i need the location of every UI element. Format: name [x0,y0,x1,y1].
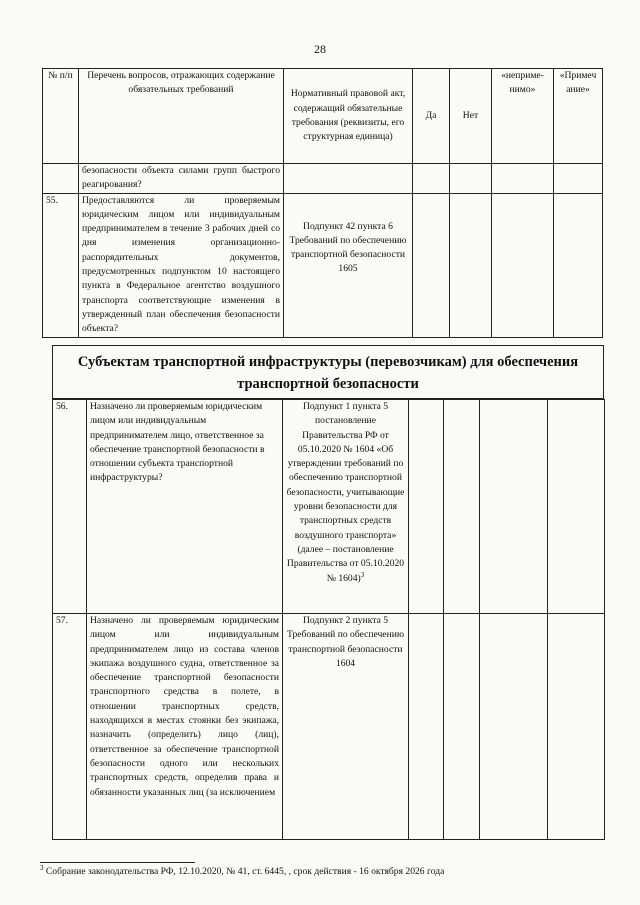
row-question: Предоставляются ли проверяемым юридическим лицом или индивидуальным предпринимателем в течение 3 рабочих дней со дня изменения организационно-распорядительных документов, предусмотренных подпунктом 10 настоящего пункта в Федеральное агентство воздушного транспорта соответствующие изменения в утвержденный план обеспечения безопасности объекта? [79,193,284,337]
row-number: 56. [53,400,87,614]
header-no: Нет [450,69,492,164]
footnote-mark: 3 [40,863,44,872]
table-row [43,164,603,194]
row-question: Назначено ли проверяемым юридическим лицом или индивидуальным предпринимателем лицо, ответственное за обеспечение транспортной безопасности в отношении субъекта транспортной инфраструктуры? [87,400,283,614]
row-number: 55. [43,193,79,337]
footnote-text: Собрание законодательства РФ, 12.10.2020, № 41, ст. 6445, , срок действия - 16 октября 2026 года [45,866,445,877]
row-normative: Подпункт 42 пункта 6 Требований по обеспечению транспортной безопасности 1605 [284,193,413,337]
header-note: «Примеч ание» [554,69,603,164]
header-yes: Да [413,69,450,164]
header-question: Перечень вопросов, отражающих содержание обязательных требований [79,69,284,164]
table-row [53,614,605,840]
header-normative: Нормативный правовой акт, содержащий обязательные требования (реквизиты, его структурная единица) [284,69,413,164]
footnote [40,863,600,878]
row-number: 57. [53,614,87,840]
row-question: Назначено ли проверяемым юридическим лицом или индивидуальным предпринимателем лицо из состава членов экипажа воздушного судна, ответственное за обеспечение транспортной безопасности транспортного средства в полете, в отношении транспортных средств, находящихся в местах стоянки без экипажа, назначить (определить) лицо (лиц), ответственное за обеспечение транспортной безопасности одного или нескольких транспортных средств, определив права и обязанности указанных лиц (за исключением [87,614,283,840]
row-question: безопасности объекта силами групп быстрого реагирования? [79,164,284,194]
requirements-table-bottom [52,399,605,840]
row-normative: Подпункт 2 пункта 5 Требований по обеспечению транспортной безопасности 1604 [283,614,409,840]
page-number: 28 [314,42,326,56]
table-row [43,193,603,337]
footnote-ref: 3 [360,570,365,579]
header-not-applicable: «неприме-нимо» [492,69,554,164]
section-title: Субъектам транспортной инфраструктуры (перевозчикам) для обеспечения транспортной безопасности [52,345,604,399]
requirements-table-top [42,68,603,338]
header-num: № п/п [43,69,79,164]
footnote-divider [40,862,195,863]
row-normative: Подпункт 1 пункта 5 постановление Правительства РФ от 05.10.2020 № 1604 «Об утверждении требований по обеспечению транспортной безопасности, учитывающие уровни безопасности для транспортных средств воздушного транспорта» (далее – постановление Правительства от 05.10.2020 № 1604)$^3$ [283,400,409,614]
table-row [53,400,605,614]
